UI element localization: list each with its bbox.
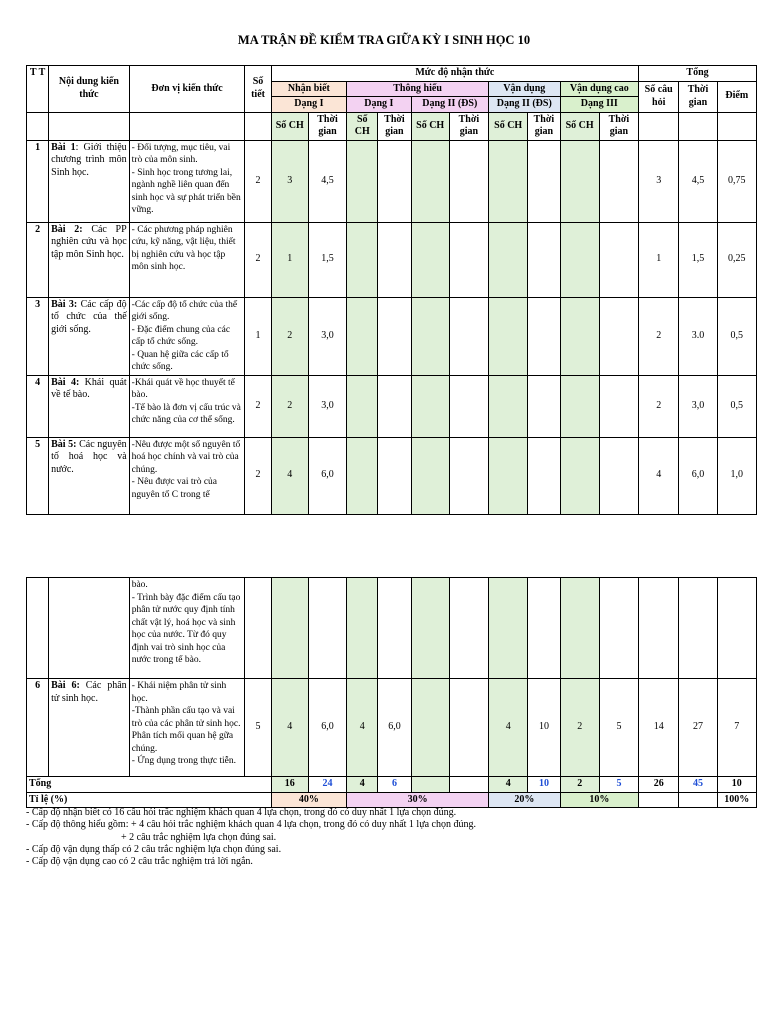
row-noi-dung: [49, 140, 130, 222]
row-tong-ch: 4: [639, 437, 679, 514]
subheader-so-ch: Số CH: [271, 112, 308, 140]
row-th1-tg: [378, 437, 411, 514]
row-th1-tg: 6,0: [378, 679, 411, 777]
row-th2-tg: [449, 679, 488, 777]
row-diem: 0,75: [717, 140, 756, 222]
header-dang-2: Dạng II (ĐS): [489, 97, 560, 113]
tong-total-tg: 45: [679, 777, 717, 793]
row-tong-ch: 2: [639, 375, 679, 437]
table-row: [27, 437, 757, 514]
row-tong-tg: 4,5: [679, 140, 717, 222]
ti-le-nb: 40%: [271, 792, 347, 808]
tong-total-ch: 26: [639, 777, 679, 793]
subheader-thoi-gian: Thời gian: [599, 112, 638, 140]
row-tong-ch: 14: [639, 679, 679, 777]
table-row: [27, 222, 757, 297]
row-so-tiet: [245, 578, 271, 679]
row-th2-ch: [411, 437, 449, 514]
row-so-tiet: 2: [245, 437, 271, 514]
header-thong-hieu: Thông hiểu: [347, 81, 489, 97]
header-dang-3: Dạng III: [560, 97, 639, 113]
ti-le-vd: 20%: [489, 792, 560, 808]
note-line: - Cấp độ vận dụng thấp có 2 câu trắc nghiệm lựa chọn đúng sai.: [26, 843, 282, 855]
row-th1-tg: [378, 297, 411, 375]
row-vdc-ch: [560, 375, 599, 437]
tong-th1-ch: 4: [347, 777, 378, 793]
table-row: [27, 297, 757, 375]
row-vdc-tg: [599, 578, 638, 679]
row-tt: 1: [27, 140, 49, 222]
row-vd-ch: [489, 297, 528, 375]
row-vdc-ch: 2: [560, 679, 599, 777]
row-nb-tg: 4,5: [308, 140, 346, 222]
ti-le-th: 30%: [347, 792, 489, 808]
row-th2-ch: [411, 222, 449, 297]
row-noi-dung: [49, 578, 130, 679]
ti-le-diem: 100%: [717, 792, 756, 808]
ti-le-vdc: 10%: [560, 792, 639, 808]
header-nhan-biet: Nhận biết: [271, 81, 347, 97]
row-th1-tg: [378, 222, 411, 297]
row-so-tiet: 2: [245, 140, 271, 222]
subheader-so-ch: Số CH: [411, 112, 449, 140]
tong-th1-tg: 6: [378, 777, 411, 793]
row-vdc-ch: [560, 297, 599, 375]
subheader-so-ch: Số CH: [489, 112, 528, 140]
matrix-table-page-2: [26, 577, 757, 808]
row-don-vi: - Khái niệm phân tử sinh học. -Thành phần cấu tạo và vai trò của các phân tử sinh học. Phân tích mối quan hệ gữa chúng. - Ứng dụng trong thực tiễn.: [129, 679, 245, 777]
row-vd-ch: [489, 222, 528, 297]
row-nb-tg: 6,0: [308, 679, 346, 777]
row-tt: 4: [27, 375, 49, 437]
lesson-name: Bài 4:: [51, 376, 80, 388]
lesson-title: Khái quát về tế bào.: [51, 376, 127, 400]
row-so-tiet: 5: [245, 679, 271, 777]
ti-le-row: [27, 792, 757, 808]
row-th1-ch: [347, 222, 378, 297]
row-th1-tg: [378, 140, 411, 222]
row-nb-ch: 1: [271, 222, 308, 297]
row-vdc-ch: [560, 222, 599, 297]
row-th2-tg: [449, 297, 488, 375]
header-so-cau-hoi: Số câu hỏi: [639, 81, 679, 112]
header-dang-2: Dạng II (ĐS): [411, 97, 489, 113]
row-vd-tg: [528, 437, 560, 514]
row-don-vi: -Khái quát về học thuyết tế bào. -Tế bào là đơn vị cấu trúc và chức năng của cơ thể sống.: [129, 375, 245, 437]
subheader-so-ch: Số CH: [347, 112, 378, 140]
row-th2-tg: [449, 578, 488, 679]
header-noi-dung: Nội dung kiến thức: [49, 66, 130, 113]
row-th2-tg: [449, 140, 488, 222]
row-nb-ch: 2: [271, 297, 308, 375]
row-noi-dung: [49, 679, 130, 777]
header-thoi-gian: Thời gian: [679, 81, 717, 112]
row-th2-tg: [449, 437, 488, 514]
header-don-vi: Đơn vị kiến thức: [129, 66, 245, 113]
notes: [26, 807, 476, 868]
row-nb-tg: 6,0: [308, 437, 346, 514]
header-so-tiet: Số tiết: [245, 66, 271, 113]
row-tt: 3: [27, 297, 49, 375]
note-line: + 2 câu trắc nghiệm lựa chọn đúng sai.: [26, 831, 277, 843]
subheader-thoi-gian: Thời gian: [378, 112, 411, 140]
row-tong-ch: 1: [639, 222, 679, 297]
row-so-tiet: 2: [245, 222, 271, 297]
row-don-vi: bào. - Trình bày đặc điểm cấu tạo phân tử nước quy định tính chất vật lý, hoá học và sinh học của nước. Từ đó quy định vai trò sinh học của nước trong tế bào.: [129, 578, 245, 679]
row-vdc-ch: [560, 140, 599, 222]
row-vd-tg: [528, 140, 560, 222]
row-tong-tg: 1,5: [679, 222, 717, 297]
row-so-tiet: 2: [245, 375, 271, 437]
row-diem: 0,5: [717, 297, 756, 375]
lesson-title: Các cấp độ tổ chức của thế giới sống.: [51, 298, 127, 335]
row-nb-tg: 3,0: [308, 375, 346, 437]
row-vd-tg: 10: [528, 679, 560, 777]
row-th1-ch: 4: [347, 679, 378, 777]
row-nb-ch: 2: [271, 375, 308, 437]
header-muc-do: Mức độ nhận thức: [271, 66, 638, 82]
row-vdc-ch: [560, 578, 599, 679]
row-nb-tg: [308, 578, 346, 679]
row-vdc-tg: [599, 375, 638, 437]
lesson-title: : Giới thiệu chương trình môn Sinh học.: [51, 141, 127, 178]
lesson-name: Bài 2:: [51, 223, 83, 235]
row-don-vi: - Các phương pháp nghiên cứu, kỹ năng, vật liệu, thiết bị nghiên cứu và học tập môn sinh học.: [129, 222, 245, 297]
header-van-dung-cao: Vận dụng cao: [560, 81, 639, 97]
row-tong-tg: [679, 578, 717, 679]
row-th2-tg: [449, 375, 488, 437]
row-th2-ch: [411, 375, 449, 437]
tong-label: Tổng: [27, 777, 272, 793]
row-vd-ch: [489, 437, 528, 514]
row-tt: [27, 578, 49, 679]
table-row: [27, 375, 757, 437]
row-vdc-tg: [599, 222, 638, 297]
subheader-thoi-gian: Thời gian: [449, 112, 488, 140]
row-th1-tg: [378, 375, 411, 437]
table-row: [27, 679, 757, 777]
subheader-thoi-gian: Thời gian: [528, 112, 560, 140]
row-vd-tg: [528, 297, 560, 375]
row-nb-ch: 4: [271, 679, 308, 777]
row-th2-ch: [411, 297, 449, 375]
row-nb-tg: 3,0: [308, 297, 346, 375]
row-th1-tg: [378, 578, 411, 679]
row-tong-ch: 3: [639, 140, 679, 222]
row-nb-tg: 1,5: [308, 222, 346, 297]
row-don-vi: -Nêu được một số nguyên tố hoá học chính và vai trò của chúng. - Nêu được vai trò của nguyên tố C trong tế: [129, 437, 245, 514]
row-tt: 5: [27, 437, 49, 514]
row-tong-ch: [639, 578, 679, 679]
lesson-name: Bài 3:: [51, 298, 78, 310]
header-tong: Tổng: [639, 66, 757, 82]
row-nb-ch: 3: [271, 140, 308, 222]
row-nb-ch: 4: [271, 437, 308, 514]
ti-le-label: Tỉ lệ (%): [27, 792, 272, 808]
tong-vdc-tg: 5: [599, 777, 638, 793]
lesson-title: Các PP nghiên cứu và học tập môn Sinh học.: [51, 223, 127, 260]
row-diem: 0,5: [717, 375, 756, 437]
row-tong-tg: 3,0: [679, 375, 717, 437]
row-tt: 6: [27, 679, 49, 777]
row-th1-ch: [347, 578, 378, 679]
row-vdc-tg: [599, 297, 638, 375]
row-th2-tg: [449, 222, 488, 297]
note-line: - Cấp độ nhận biết có 16 câu hỏi trắc nghiệm khách quan 4 lựa chọn, trong đó có duy nhất 1 lựa chọn đúng.: [26, 807, 457, 818]
tong-nb-ch: 16: [271, 777, 308, 793]
row-tong-tg: 27: [679, 679, 717, 777]
tong-vdc-ch: 2: [560, 777, 599, 793]
header-dang-1: Dạng I: [347, 97, 411, 113]
table-row: [27, 578, 757, 679]
matrix-table-page-1: [26, 65, 757, 515]
row-vdc-ch: [560, 437, 599, 514]
header-tt: T T: [27, 66, 49, 113]
row-diem: 7: [717, 679, 756, 777]
row-th1-ch: [347, 297, 378, 375]
lesson-title: Các nguyên tố hoá học và nước.: [51, 438, 127, 475]
row-tong-tg: 3.0: [679, 297, 717, 375]
row-th2-ch: [411, 140, 449, 222]
lesson-name: Bài 5:: [51, 438, 77, 450]
note-line: - Cấp độ thông hiểu gồm: + 4 câu hỏi trắc nghiệm khách quan 4 lựa chọn, trong đó có duy nhất 1 lựa chọn đúng.: [26, 819, 476, 831]
tong-vd-tg: 10: [528, 777, 560, 793]
subheader-thoi-gian: Thời gian: [308, 112, 346, 140]
row-vd-tg: [528, 375, 560, 437]
header-van-dung: Vận dụng: [489, 81, 560, 97]
row-vd-ch: 4: [489, 679, 528, 777]
row-th1-ch: [347, 140, 378, 222]
row-diem: 0,25: [717, 222, 756, 297]
tong-row: [27, 777, 757, 793]
row-vdc-tg: [599, 140, 638, 222]
row-diem: [717, 578, 756, 679]
header-dang-1: Dạng I: [271, 97, 347, 113]
row-noi-dung: [49, 437, 130, 514]
lesson-name: Bài 1: [51, 141, 76, 153]
tong-nb-tg: 24: [308, 777, 346, 793]
row-vd-ch: [489, 375, 528, 437]
row-vdc-tg: 5: [599, 679, 638, 777]
note-line: - Cấp độ vận dụng cao có 2 câu trắc nghiệm trả lời ngắn.: [26, 856, 253, 868]
table-row: [27, 140, 757, 222]
row-th1-ch: [347, 437, 378, 514]
row-th1-ch: [347, 375, 378, 437]
page-title: MA TRẬN ĐỀ KIỂM TRA GIỮA KỲ I SINH HỌC 10: [237, 33, 531, 47]
tong-diem: 10: [717, 777, 756, 793]
row-vd-tg: [528, 578, 560, 679]
row-tong-tg: 6,0: [679, 437, 717, 514]
row-don-vi: - Đối tượng, mục tiêu, vai trò của môn sinh. - Sinh học trong tương lai, ngành nghề liên quan đến sinh học và sự phát triển bền vững.: [129, 140, 245, 222]
lesson-title: Các phân tử sinh học.: [51, 680, 127, 704]
row-vd-tg: [528, 222, 560, 297]
row-tt: 2: [27, 222, 49, 297]
lesson-name: Bài 6:: [51, 680, 80, 691]
row-noi-dung: [49, 297, 130, 375]
row-vdc-tg: [599, 437, 638, 514]
tong-vd-ch: 4: [489, 777, 528, 793]
row-don-vi: -Các cấp độ tổ chức của thế giới sống. - Đặc điểm chung của các cấp tổ chức sống. - Quan hệ giữa các cấp tổ chức sống.: [129, 297, 245, 375]
row-diem: 1,0: [717, 437, 756, 514]
row-so-tiet: 1: [245, 297, 271, 375]
row-noi-dung: [49, 222, 130, 297]
row-noi-dung: [49, 375, 130, 437]
header-diem: Điểm: [717, 81, 756, 112]
row-vd-ch: [489, 578, 528, 679]
row-vd-ch: [489, 140, 528, 222]
subheader-so-ch: Số CH: [560, 112, 599, 140]
row-th2-ch: [411, 578, 449, 679]
row-th2-ch: [411, 679, 449, 777]
row-tong-ch: 2: [639, 297, 679, 375]
row-nb-ch: [271, 578, 308, 679]
